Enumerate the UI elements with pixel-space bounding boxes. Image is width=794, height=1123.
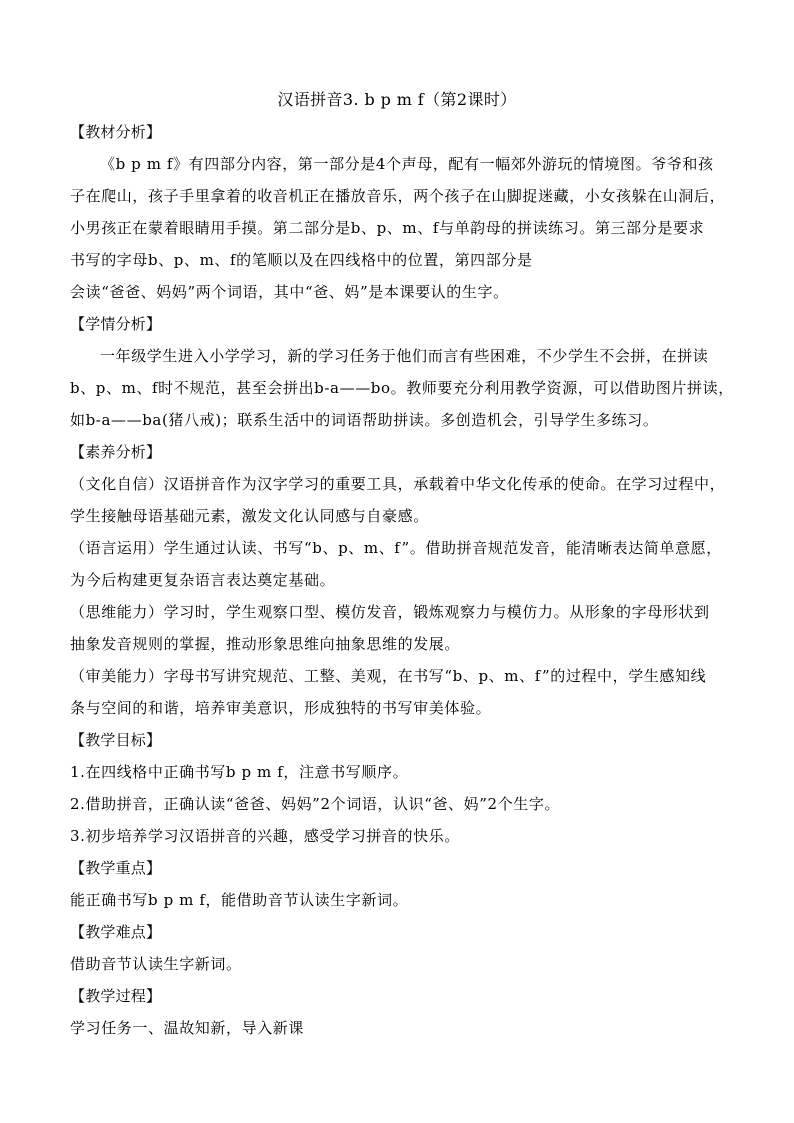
paragraph-line: 学生接触母语基础元素，激发文化认同感与自豪感。 xyxy=(70,507,429,525)
paragraph-line: 借助音节认读生字新词。 xyxy=(70,955,242,973)
paragraph-line: （语言运用）学生通过认读、书写“b、p、m、f”。借助拼音规范发音，能清晰表达简单意愿， xyxy=(70,539,722,557)
section-heading-materials: 【教材分析】 xyxy=(70,123,162,141)
page-title: 汉语拼音3. b p m f（第2课时） xyxy=(277,90,517,109)
paragraph-line: （审美能力）字母书写讲究规范、工整、美观，在书写“b、p、m、f”的过程中，学生感知线 xyxy=(70,667,707,685)
paragraph-line: 《b p m f》有四部分内容，第一部分是4个声母，配有一幅郊外游玩的情境图。爷爷和孩 xyxy=(100,155,714,173)
paragraph-line: 书写的字母b、p、m、f的笔顺以及在四线格中的位置，第四部分是 xyxy=(70,251,533,269)
paragraph-line: 一年级学生进入小学学习，新的学习任务于他们而言有些困难，不少学生不会拼，在拼读 xyxy=(100,347,709,365)
section-heading-literacy: 【素养分析】 xyxy=(70,443,162,461)
paragraph-line: 条与空间的和谐，培养审美意识，形成独特的书写审美体验。 xyxy=(70,699,492,717)
paragraph-line: 会读“爸爸、妈妈”两个词语，其中“爸、妈”是本课要认的生字。 xyxy=(70,283,509,301)
section-heading-learners: 【学情分析】 xyxy=(70,315,162,333)
paragraph-line: 如b-a——ba(猪八戒)；联系生活中的词语帮助拼读。多创造机会，引导学生多练习。 xyxy=(70,411,659,429)
section-heading-key-points: 【教学重点】 xyxy=(70,859,162,877)
section-heading-process: 【教学过程】 xyxy=(70,987,162,1005)
paragraph-line: 为今后构建更复杂语言表达奠定基础。 xyxy=(70,571,336,589)
paragraph-line: （文化自信）汉语拼音作为汉字学习的重要工具，承载着中华文化传承的使命。在学习过程中， xyxy=(70,475,726,493)
paragraph-line: 能正确书写b p m f，能借助音节认读生字新词。 xyxy=(70,891,409,909)
paragraph-line: 小男孩正在蒙着眼睛用手摸。第二部分是b、p、m、f与单韵母的拼读练习。第三部分是要求 xyxy=(70,219,705,237)
section-heading-difficulties: 【教学难点】 xyxy=(70,923,162,941)
paragraph-line: 学习任务一、温故知新，导入新课 xyxy=(70,1019,305,1037)
paragraph-line: b、p、m、f时不规范，甚至会拼出b-a——bo。教师要充分利用教学资源，可以借助图片拼读， xyxy=(70,379,734,397)
goal-item: 1.在四线格中正确书写b p m f，注意书写顺序。 xyxy=(70,763,409,781)
section-heading-goals: 【教学目标】 xyxy=(70,731,162,749)
goal-item: 2.借助拼音，正确认读“爸爸、妈妈”2个词语，认识“爸、妈”2个生字。 xyxy=(70,795,561,813)
paragraph-line: （思维能力）学习时，学生观察口型、模仿发音，锻炼观察力与模仿力。从形象的字母形状到 xyxy=(70,603,710,621)
paragraph-line: 抽象发音规则的掌握，推动形象思维向抽象思维的发展。 xyxy=(70,635,461,653)
paragraph-line: 子在爬山，孩子手里拿着的收音机正在播放音乐，两个孩子在山脚捉迷藏，小女孩躲在山洞后， xyxy=(70,187,726,205)
goal-item: 3.初步培养学习汉语拼音的兴趣，感受学习拼音的快乐。 xyxy=(70,827,460,845)
